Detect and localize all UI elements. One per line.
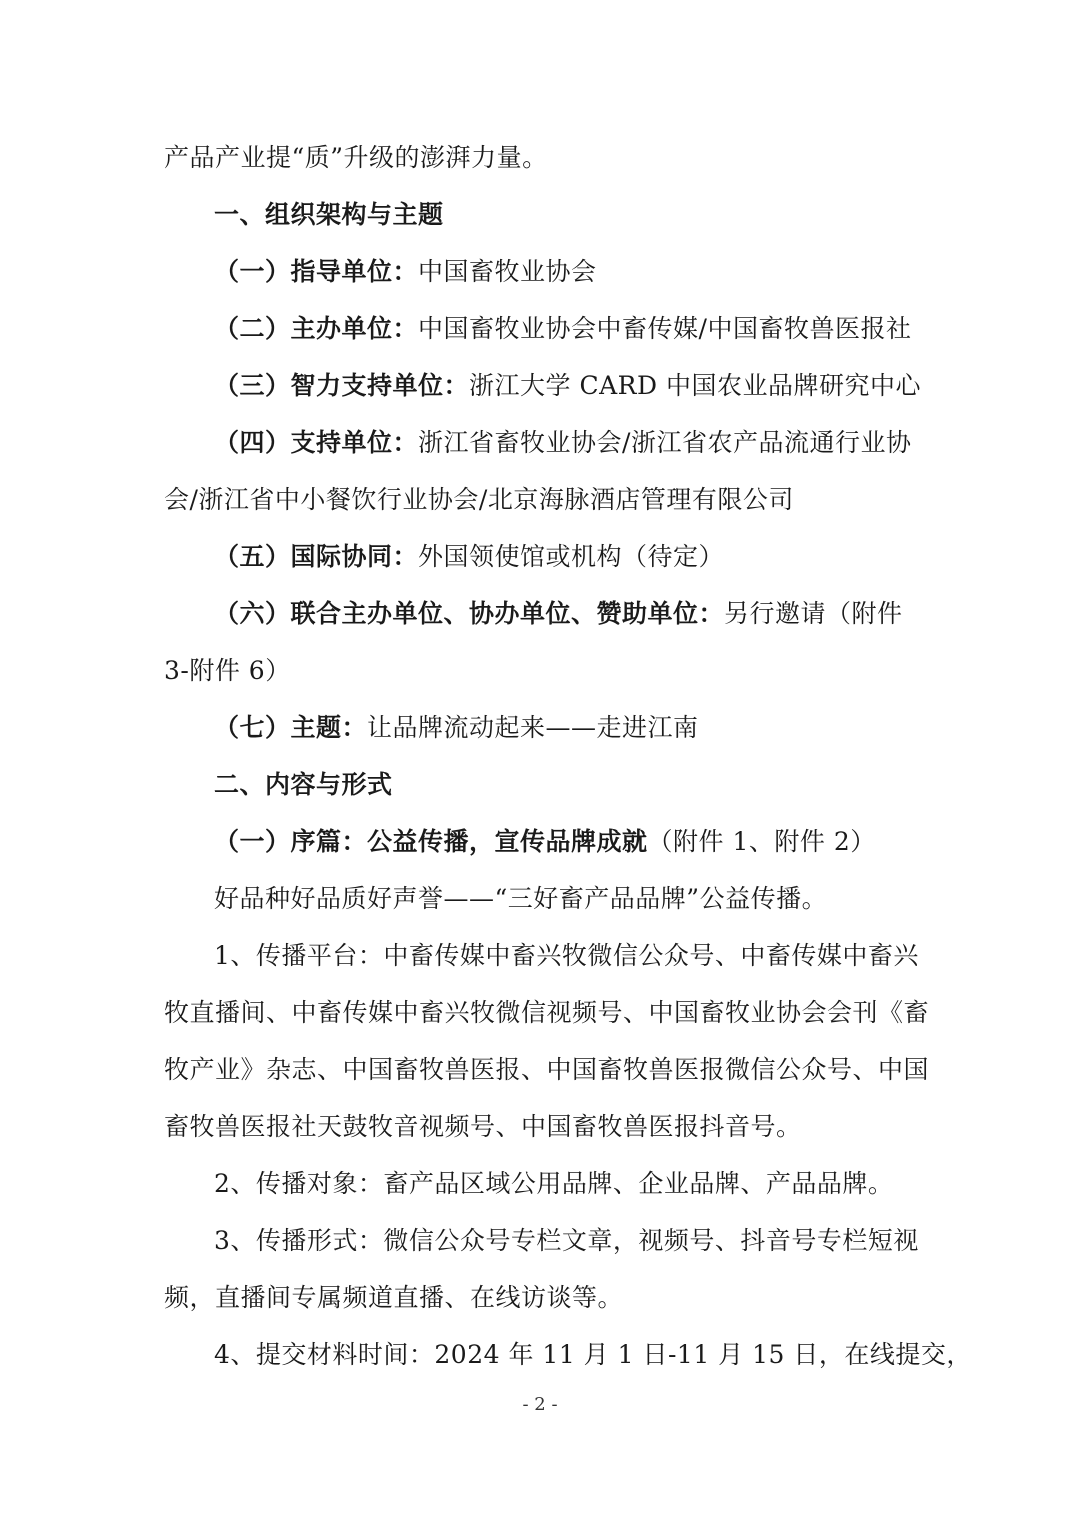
- heading-text: 二、内容与形式: [214, 770, 393, 799]
- item-prelude: [214, 825, 916, 859]
- paragraph-text: 好品种好品质好声誉——“三好畜产品品牌”公益传播。: [214, 884, 828, 913]
- item-text: 3-附件 6）: [164, 656, 291, 685]
- item-text: 中国畜牧业协会: [418, 257, 597, 286]
- item-co-host-continuation: [164, 654, 916, 688]
- item-text: 浙江省畜牧业协会/浙江省农产品流通行业协: [418, 428, 912, 457]
- item-label: （一）指导单位：: [214, 257, 419, 286]
- heading-text: 一、组织架构与主题: [214, 200, 444, 229]
- list-item-platform-continuation: [164, 1110, 916, 1144]
- paragraph-text: 4、提交材料时间：2024 年 11 月 1 日-11 月 15 日，在线提交，: [214, 1340, 972, 1369]
- item-co-host: [214, 597, 916, 631]
- list-item-platform-continuation: [164, 1053, 930, 1087]
- paragraph-text: 2、传播对象：畜产品区域公用品牌、企业品牌、产品品牌。: [214, 1169, 894, 1198]
- item-text: 会/浙江省中小餐饮行业协会/北京海脉酒店管理有限公司: [164, 485, 794, 514]
- paragraph-text: 1、传播平台：中畜传媒中畜兴牧微信公众号、中畜传媒中畜兴: [214, 941, 919, 970]
- item-text: （附件 1、附件 2）: [647, 827, 876, 856]
- item-international: [214, 540, 916, 574]
- item-text: 另行邀请（附件: [724, 599, 903, 628]
- paragraph-text: 3、传播形式：微信公众号专栏文章，视频号、抖音号专栏短视: [214, 1226, 919, 1255]
- item-text: 让品牌流动起来——走进江南: [367, 713, 699, 742]
- item-guiding-unit: [214, 255, 916, 289]
- paragraph-text: 牧产业》杂志、中国畜牧兽医报、中国畜牧兽医报微信公众号、中国: [164, 1055, 930, 1084]
- list-item-target: [214, 1167, 916, 1201]
- list-item-platform-continuation: [164, 996, 930, 1030]
- item-text: 外国领使馆或机构（待定）: [418, 542, 725, 571]
- list-item-platform: [214, 939, 919, 973]
- item-support-unit-continuation: [164, 483, 916, 517]
- item-support-unit: [214, 426, 916, 460]
- item-text: 中国畜牧业协会中畜传媒/中国畜牧兽医报社: [418, 314, 912, 343]
- item-label: （四）支持单位：: [214, 428, 419, 457]
- item-label: （六）联合主办单位、协办单位、赞助单位：: [214, 599, 725, 628]
- list-item-format: [214, 1224, 919, 1258]
- item-label: （七）主题：: [214, 713, 368, 742]
- item-theme: [214, 711, 916, 745]
- paragraph-text: 频，直播间专属频道直播、在线访谈等。: [164, 1283, 624, 1312]
- item-text: 浙江大学 CARD 中国农业品牌研究中心: [469, 371, 921, 400]
- section-heading-1: [214, 198, 916, 232]
- paragraph-text: 牧直播间、中畜传媒中畜兴牧微信视频号、中国畜牧业协会会刊《畜: [164, 998, 930, 1027]
- item-label: （三）智力支持单位：: [214, 371, 470, 400]
- paragraph-continuation: [164, 141, 916, 175]
- item-intellectual-support: [214, 369, 921, 403]
- paragraph-intro: [214, 882, 916, 916]
- page-number: - 2 -: [522, 1394, 558, 1415]
- paragraph-text: 畜牧兽医报社天鼓牧音视频号、中国畜牧兽医报抖音号。: [164, 1112, 802, 1141]
- list-item-submission: [214, 1338, 972, 1372]
- item-label: （一）序篇：公益传播，宣传品牌成就: [214, 827, 648, 856]
- item-label: （五）国际协同：: [214, 542, 419, 571]
- item-label: （二）主办单位：: [214, 314, 419, 343]
- section-heading-2: [214, 768, 916, 802]
- list-item-format-continuation: [164, 1281, 916, 1315]
- item-host-unit: [214, 312, 916, 346]
- paragraph-text: 产品产业提“质”升级的澎湃力量。: [164, 143, 548, 172]
